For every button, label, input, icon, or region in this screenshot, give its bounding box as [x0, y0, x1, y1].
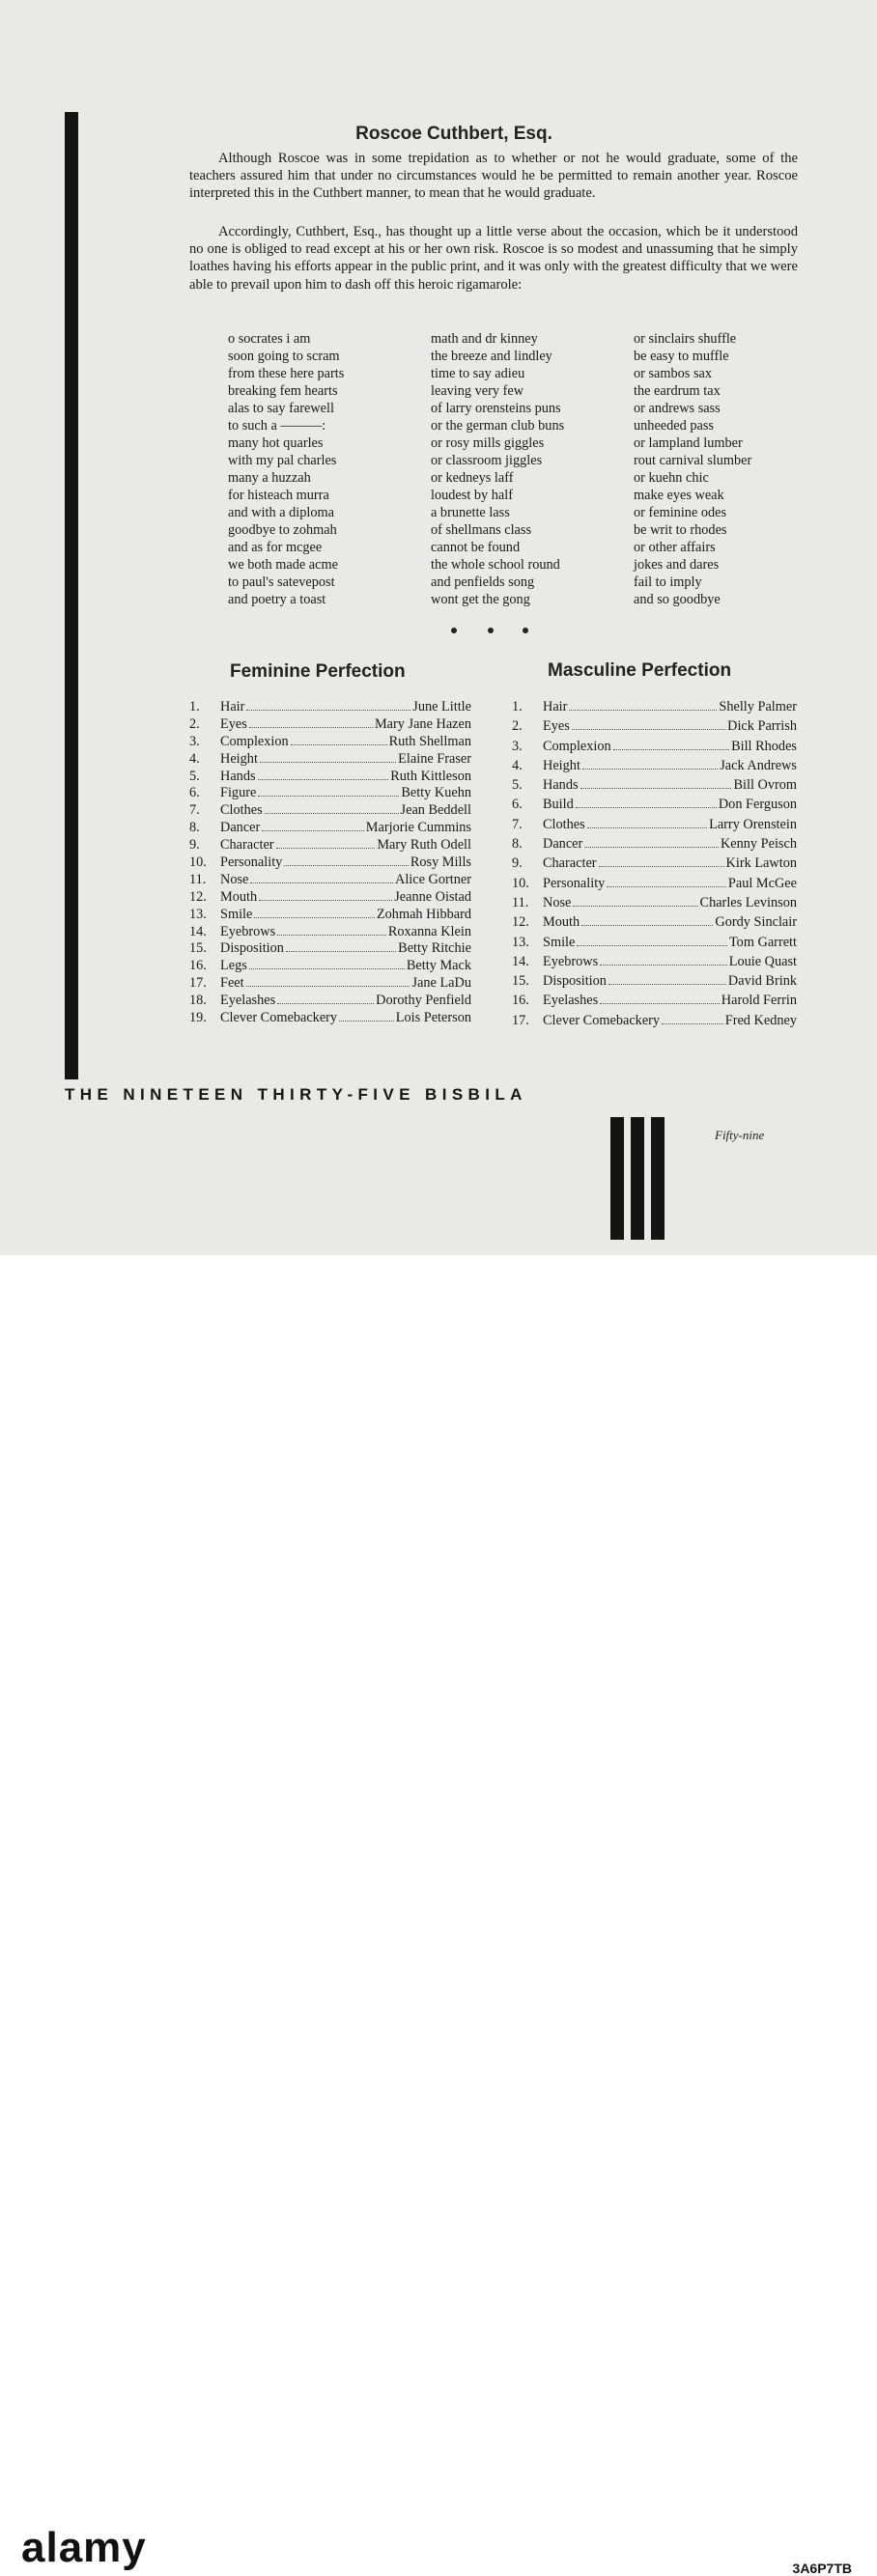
item-name: Ruth Kittleson	[390, 768, 471, 784]
item-number: 5.	[512, 777, 523, 794]
dot-leader	[339, 1021, 394, 1022]
dot-leader	[249, 968, 405, 969]
verse-line: jokes and dares	[634, 557, 720, 573]
item-number: 6.	[512, 797, 523, 813]
item-number: 5.	[189, 768, 200, 784]
image-code: 3A6P7TB	[792, 2561, 852, 2576]
list-item	[512, 817, 797, 836]
dot-leader	[572, 729, 725, 730]
verse-line: or andrews sass	[634, 401, 721, 416]
item-category: Personality	[220, 854, 283, 871]
list-item	[512, 777, 797, 797]
item-number: 14.	[189, 923, 207, 939]
item-category: Eyebrows	[543, 953, 599, 969]
dot-leader	[286, 951, 396, 952]
dot-leader	[599, 866, 724, 867]
dot-leader	[262, 830, 364, 831]
verse-line: or feminine odes	[634, 505, 727, 520]
feminine-perfection-list	[189, 699, 471, 1027]
item-category: Figure	[220, 785, 257, 801]
list-item	[512, 954, 797, 973]
dot-leader	[258, 796, 399, 797]
item-number: 13.	[189, 906, 207, 922]
verse-line: with my pal charles	[228, 453, 337, 468]
dot-leader	[607, 886, 726, 887]
dot-leader	[577, 945, 727, 946]
item-name: Louie Quast	[728, 953, 797, 969]
list-item	[189, 734, 471, 751]
verse-line: cannot be found	[431, 540, 521, 555]
verse-column-1	[228, 330, 344, 608]
dot-leader	[662, 1023, 723, 1024]
verse-line: rout carnival slumber	[634, 453, 752, 468]
item-number: 9.	[512, 855, 523, 872]
item-name: Rosy Mills	[410, 854, 471, 871]
item-number: 10.	[189, 854, 207, 871]
verse-line: or classroom jiggles	[431, 453, 543, 468]
item-category: Mouth	[220, 888, 258, 905]
item-name: Larry Orenstein	[709, 816, 797, 832]
list-item	[189, 940, 471, 958]
verse-line: or sambos sax	[634, 366, 713, 381]
verse-line: fail to imply	[634, 574, 702, 590]
dot-leader	[569, 710, 717, 711]
dot-leader	[259, 900, 392, 901]
dot-leader	[580, 788, 732, 789]
item-category: Complexion	[543, 738, 611, 754]
decorative-bar	[610, 1117, 624, 1240]
decorative-bar	[631, 1117, 644, 1240]
separator-dot	[451, 628, 457, 633]
intro-paragraph-1: Although Roscoe was in some trepidation as to whether or not he would graduate, some of the teachers assured him that under no circumstances would he be permitted to remain another year. Roscoe interpreted this in the Cuthbert manner, to mean that he would graduate.	[189, 151, 798, 202]
item-name: Don Ferguson	[718, 797, 797, 813]
verse-line: many a huzzah	[228, 470, 311, 486]
item-name: Lois Peterson	[395, 1010, 471, 1026]
verse-line: math and dr kinney	[431, 331, 538, 347]
item-category: Character	[220, 837, 274, 854]
item-name: Dorothy Penfield	[376, 993, 471, 1009]
verse-line: and with a diploma	[228, 505, 334, 520]
list-item	[189, 716, 471, 734]
item-number: 8.	[189, 820, 200, 836]
page-title: Roscoe Cuthbert, Esq.	[355, 123, 552, 144]
verse-line: and as for mcgee	[228, 540, 323, 555]
item-name: Jack Andrews	[720, 757, 797, 773]
verse-line: or sinclairs shuffle	[634, 331, 737, 347]
verse-line: of larry orensteins puns	[431, 401, 561, 416]
item-category: Disposition	[220, 940, 284, 957]
dot-leader	[246, 710, 410, 711]
item-number: 17.	[512, 1012, 529, 1028]
item-category: Disposition	[543, 973, 607, 990]
verse-line: the whole school round	[431, 557, 560, 573]
dot-leader	[291, 744, 387, 745]
list-item	[189, 837, 471, 854]
item-number: 7.	[189, 802, 200, 819]
verse-line: to such a ———:	[228, 418, 326, 434]
verse-line: to paul's satevepost	[228, 574, 335, 590]
dot-leader	[277, 1003, 374, 1004]
item-name: Jane LaDu	[411, 975, 471, 992]
dot-leader	[250, 882, 393, 883]
verse-line: the eardrum tax	[634, 383, 721, 399]
list-item	[512, 993, 797, 1012]
left-vertical-rule	[65, 112, 78, 1079]
list-item	[512, 699, 797, 718]
verse-line: and poetry a toast	[228, 592, 326, 607]
item-category: Clever Comebackery	[220, 1010, 338, 1026]
item-number: 11.	[512, 894, 529, 910]
dot-leader	[277, 935, 386, 936]
item-category: Dancer	[543, 836, 583, 853]
dot-leader	[581, 925, 713, 926]
item-name: Bill Rhodes	[731, 738, 797, 754]
list-item	[189, 907, 471, 924]
item-category: Hair	[220, 699, 245, 714]
item-number: 16.	[189, 958, 207, 974]
verse-line: the breeze and lindley	[431, 349, 552, 364]
item-name: Harold Ferrin	[721, 993, 797, 1009]
verse-column-2	[431, 330, 564, 608]
item-number: 8.	[512, 836, 523, 853]
dot-leader	[254, 917, 375, 918]
item-number: 12.	[512, 914, 529, 931]
verse-line: loudest by half	[431, 488, 513, 503]
item-category: Height	[220, 750, 258, 767]
page-number: Fifty-nine	[715, 1128, 765, 1142]
dot-leader	[608, 984, 726, 985]
item-name: Dick Parrish	[727, 718, 797, 735]
dot-leader	[258, 779, 389, 780]
item-name: Paul McGee	[727, 875, 797, 891]
item-name: Betty Mack	[406, 958, 471, 974]
list-item	[189, 769, 471, 786]
dot-leader	[587, 827, 707, 828]
dot-leader	[284, 865, 408, 866]
item-number: 4.	[189, 750, 200, 767]
item-number: 11.	[189, 871, 207, 887]
verse-line: or the german club buns	[431, 418, 565, 434]
item-name: Mary Jane Hazen	[374, 715, 471, 732]
item-name: Jean Beddell	[400, 802, 471, 819]
item-number: 12.	[189, 888, 207, 905]
item-name: Bill Ovrom	[733, 777, 797, 794]
list-item	[512, 718, 797, 738]
item-number: 4.	[512, 757, 523, 773]
item-number: 3.	[189, 733, 200, 749]
verse-line: unheeded pass	[634, 418, 714, 434]
item-category: Smile	[543, 934, 576, 950]
dot-leader	[582, 769, 718, 770]
list-item	[512, 973, 797, 993]
item-category: Eyelashes	[543, 993, 599, 1009]
dot-leader	[249, 727, 373, 728]
item-name: Zohmah Hibbard	[376, 906, 471, 922]
item-name: Kenny Peisch	[720, 836, 797, 853]
feminine-perfection-title: Feminine Perfection	[230, 661, 406, 682]
item-name: David Brink	[727, 973, 797, 990]
item-category: Nose	[220, 871, 249, 887]
list-item	[189, 751, 471, 769]
verse-line: or lampland lumber	[634, 435, 743, 451]
verse-line: we both made acme	[228, 557, 338, 573]
verse-line: and penfields song	[431, 574, 535, 590]
item-name: Betty Kuehn	[401, 785, 471, 801]
item-number: 3.	[512, 738, 523, 754]
verse-line: and so goodbye	[634, 592, 721, 607]
verse-line: or kuehn chic	[634, 470, 709, 486]
list-item	[189, 889, 471, 907]
verse-line: a brunette lass	[431, 505, 510, 520]
masculine-perfection-list	[512, 699, 797, 1032]
item-name: Betty Ritchie	[398, 940, 471, 957]
verse-line: breaking fem hearts	[228, 383, 338, 399]
masculine-perfection-title: Masculine Perfection	[548, 660, 732, 681]
verse-line: or rosy mills giggles	[431, 435, 545, 451]
separator-dot	[523, 628, 528, 633]
list-item	[189, 699, 471, 716]
item-name: Ruth Shellman	[388, 733, 471, 749]
verse-line: o socrates i am	[228, 331, 311, 347]
list-item	[189, 1010, 471, 1027]
list-item	[512, 836, 797, 855]
item-number: 13.	[512, 934, 529, 950]
verse-column-3	[634, 330, 751, 608]
list-item	[189, 958, 471, 975]
item-name: Jeanne Oistad	[394, 888, 471, 905]
list-item	[189, 802, 471, 820]
verse-line: goodbye to zohmah	[228, 522, 337, 538]
verse-line: wont get the gong	[431, 592, 530, 607]
list-item	[189, 872, 471, 889]
dot-leader	[260, 762, 396, 763]
item-category: Eyes	[543, 718, 570, 735]
item-category: Feet	[220, 975, 244, 992]
item-name: Tom Garrett	[728, 934, 797, 950]
item-name: Alice Gortner	[395, 871, 471, 887]
item-number: 15.	[512, 973, 529, 990]
separator-dot	[488, 628, 494, 633]
item-name: Mary Ruth Odell	[377, 837, 471, 854]
list-item	[512, 876, 797, 895]
verse-line: be easy to muffle	[634, 349, 729, 364]
dot-leader	[265, 813, 399, 814]
item-name: Gordy Sinclair	[715, 914, 797, 931]
watermark-footer	[0, 1255, 877, 2576]
list-item	[189, 820, 471, 837]
list-item	[512, 895, 797, 914]
item-category: Nose	[543, 894, 572, 910]
list-item	[512, 935, 797, 954]
dot-leader	[576, 807, 717, 808]
item-number: 10.	[512, 875, 529, 891]
item-number: 17.	[189, 975, 207, 992]
verse-line: be writ to rhodes	[634, 522, 727, 538]
verse-line: many hot quarles	[228, 435, 324, 451]
yearbook-title: THE NINETEEN THIRTY-FIVE BISBILA	[65, 1085, 527, 1104]
item-number: 9.	[189, 837, 200, 854]
document-page	[0, 0, 877, 1255]
verse-line: time to say adieu	[431, 366, 525, 381]
list-item	[512, 758, 797, 777]
item-category: Character	[543, 855, 597, 872]
verse-line: soon going to scram	[228, 349, 340, 364]
watermark-logo: alamy	[21, 2524, 147, 2571]
dot-leader	[276, 848, 376, 849]
item-name: Fred Kedney	[724, 1012, 797, 1028]
item-number: 19.	[189, 1010, 207, 1026]
item-number: 18.	[189, 993, 207, 1009]
dot-leader	[573, 906, 697, 907]
verse-line: leaving very few	[431, 383, 524, 399]
dot-leader	[584, 847, 719, 848]
item-name: Marjorie Cummins	[365, 820, 471, 836]
item-number: 7.	[512, 816, 523, 832]
list-item	[512, 739, 797, 758]
list-item	[512, 1013, 797, 1032]
list-item	[189, 975, 471, 993]
item-category: Clothes	[543, 816, 585, 832]
list-item	[189, 924, 471, 941]
item-category: Hair	[543, 699, 568, 714]
list-item	[512, 797, 797, 816]
dot-leader	[246, 986, 410, 987]
item-number: 1.	[189, 699, 200, 714]
item-category: Clothes	[220, 802, 263, 819]
verse-line: of shellmans class	[431, 522, 532, 538]
verse-line: make eyes weak	[634, 488, 724, 503]
verse-line: or kedneys laff	[431, 470, 514, 486]
item-category: Eyelashes	[220, 993, 276, 1009]
item-category: Mouth	[543, 914, 580, 931]
dot-leader	[613, 749, 729, 750]
item-category: Personality	[543, 875, 606, 891]
item-category: Smile	[220, 906, 253, 922]
verse-line: alas to say farewell	[228, 401, 334, 416]
list-item	[189, 785, 471, 802]
list-item	[512, 914, 797, 934]
item-name: June Little	[412, 699, 471, 714]
dot-leader	[600, 1003, 720, 1004]
item-category: Build	[543, 797, 574, 813]
item-category: Clever Comebackery	[543, 1012, 661, 1028]
item-number: 14.	[512, 953, 529, 969]
item-category: Hands	[220, 768, 256, 784]
verse-line: for histeach murra	[228, 488, 329, 503]
item-number: 2.	[189, 715, 200, 732]
item-number: 15.	[189, 940, 207, 957]
list-item	[189, 993, 471, 1010]
item-category: Legs	[220, 958, 247, 974]
item-name: Elaine Fraser	[398, 750, 471, 767]
list-item	[512, 855, 797, 875]
dot-leader	[600, 965, 727, 966]
decorative-bar	[651, 1117, 665, 1240]
item-number: 2.	[512, 718, 523, 735]
item-number: 6.	[189, 785, 200, 801]
item-category: Dancer	[220, 820, 261, 836]
verse-line: or other affairs	[634, 540, 716, 555]
verse-line: from these here parts	[228, 366, 345, 381]
list-item	[189, 854, 471, 872]
item-category: Eyes	[220, 715, 247, 732]
item-name: Charles Levinson	[699, 894, 797, 910]
intro-paragraph-2: Accordingly, Cuthbert, Esq., has thought up a little verse about the occasion, which be it understood no one is obliged to read except at his or her own risk. Roscoe is so modest and unassuming that he simply loathes having his efforts appear in the public print, and it was only with the greatest difficulty that we were able to prevail upon him to dash off this heroic rigamarole:	[189, 224, 798, 293]
item-name: Kirk Lawton	[725, 855, 797, 872]
item-category: Hands	[543, 777, 579, 794]
item-number: 16.	[512, 993, 529, 1009]
item-name: Roxanna Klein	[387, 923, 471, 939]
item-name: Shelly Palmer	[719, 699, 797, 714]
item-category: Height	[543, 757, 580, 773]
item-category: Eyebrows	[220, 923, 276, 939]
item-number: 1.	[512, 699, 523, 714]
item-category: Complexion	[220, 733, 289, 749]
